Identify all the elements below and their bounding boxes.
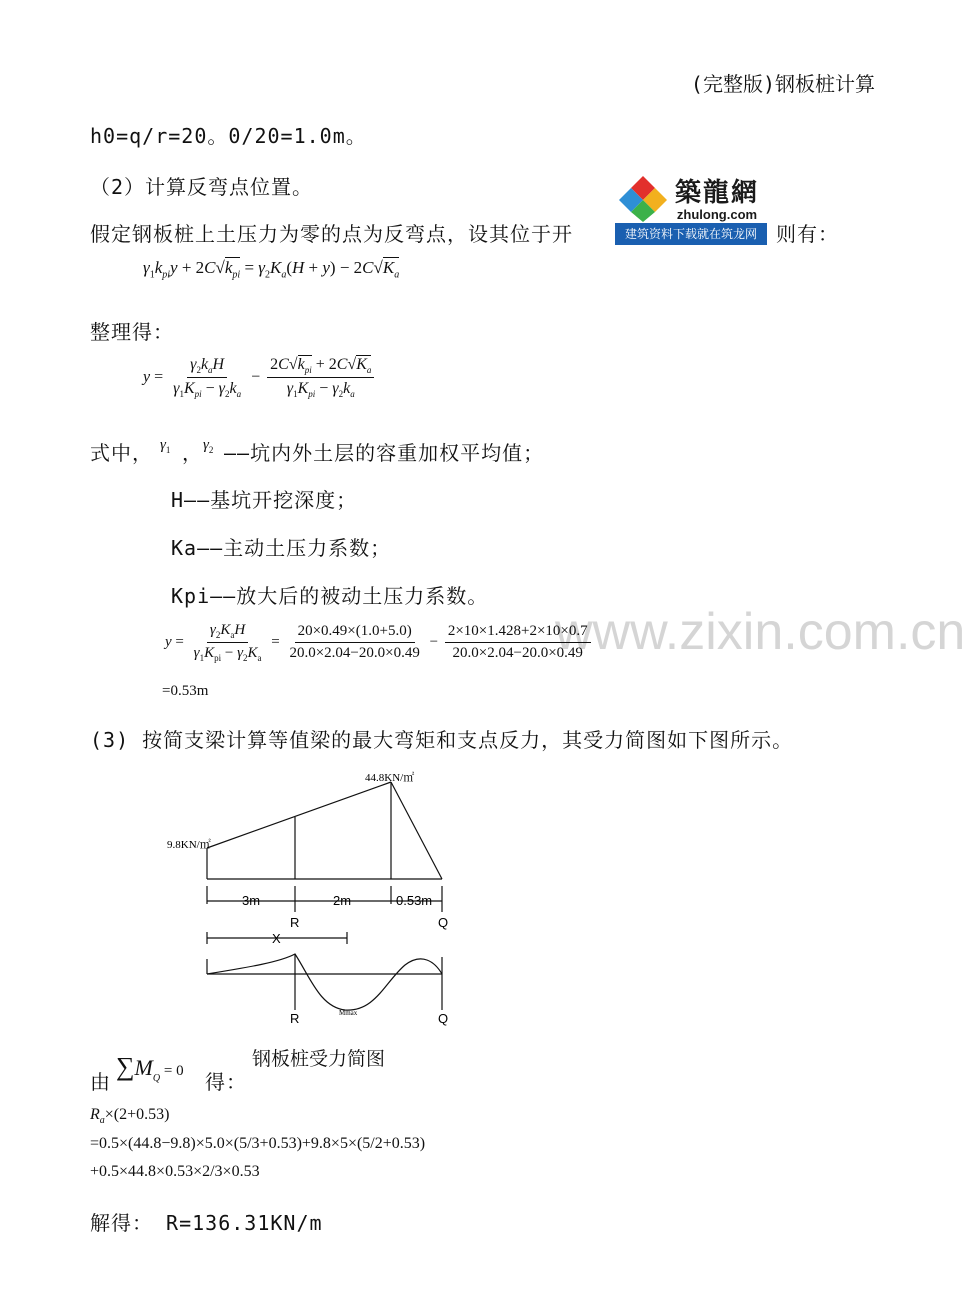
support-q-label-bottom: Q bbox=[438, 1011, 449, 1026]
equation-line-b: =0.5×(44.8−9.8)×5.0×(5/3+0.53)+9.8×5×(5/2+0.53) bbox=[90, 1135, 426, 1152]
diagram-caption: 钢板桩受力简图 bbox=[252, 1048, 386, 1070]
f3-denominator-1: 20.0×2.04−20.0×0.49 bbox=[289, 645, 420, 661]
by-label: 由 bbox=[90, 1070, 111, 1094]
gamma1-symbol: $\gamma_1$ bbox=[160, 437, 171, 455]
solution-line: 解得： R=136.31KN/m bbox=[90, 1211, 323, 1235]
ka-description: Ka——主动土压力系数； bbox=[171, 536, 392, 560]
step3-heading: (3) 按简支梁计算等值梁的最大弯矩和支点反力，其受力简图如下图所示。 bbox=[90, 728, 794, 752]
logo-chinese-name: 築龍網 bbox=[675, 178, 760, 208]
f3-denominator-2: 20.0×2.04−20.0×0.49 bbox=[452, 645, 583, 661]
h0-line: h0=q/r=20。0/20=1.0m。 bbox=[90, 124, 367, 148]
assume-text-end: 则有： bbox=[776, 222, 839, 246]
dim-2m-label: 2m bbox=[333, 893, 352, 908]
equation-line-c: +0.5×44.8×0.53×2/3×0.53 bbox=[90, 1163, 260, 1180]
assume-text: 假定钢板桩上土压力为零的点为反弯点，设其位于开 bbox=[90, 222, 573, 246]
f3-numerator-1: 20×0.49×(1.0+5.0) bbox=[295, 623, 415, 643]
logo-slogan: 建筑资料下载就在筑龙网 bbox=[615, 223, 767, 245]
f3-result: =0.53m bbox=[162, 683, 209, 699]
where-separator: ， bbox=[182, 441, 203, 465]
logo-domain: zhulong.com bbox=[676, 207, 758, 222]
load-slope-line bbox=[207, 782, 391, 848]
sheet-pile-force-diagram bbox=[160, 762, 500, 1032]
watermark-text: www.zixin.com.cn bbox=[555, 603, 965, 661]
load-peak-label: 44.8KN/㎡ bbox=[365, 772, 415, 784]
gamma-description: ——坑内外土层的容重加权平均值； bbox=[224, 441, 545, 465]
equation-line-a: $R_a\times(2+0.53)$ bbox=[90, 1106, 170, 1127]
logo-emblem-icon bbox=[615, 172, 671, 222]
sum-moment-formula: $\sum M_Q = 0$ bbox=[116, 1052, 184, 1085]
where-prefix: 式中， bbox=[90, 441, 153, 465]
equation-a-text: ×(2+0.53) bbox=[104, 1106, 170, 1123]
formula-y-general: y = $\frac{\gamma_2k_aH}{\gamma_1K_{pi} - \gamma_2k_a}$ − $\frac{2C√k_{pi} + 2C√K_a}{\gamma_1K_{pi} - \gamma_2k_a}$ bbox=[143, 356, 377, 399]
formula-y-numeric: y = $\frac{\gamma_2K_aH}{\gamma_1K_{pi} - \gamma_2K_a}$ = $\frac{20\times 0.49\times(1.0+5.0)}{20.0\times 2.04-20.0\times 0.49}$ − $\frac{2\times 10\times 1.428+2\times 10\times 0.7}{20.0\times 2.04-20.0\times 0.49}$ bbox=[165, 622, 594, 663]
get-label: 得： bbox=[205, 1070, 247, 1094]
support-r-label-bottom: R bbox=[290, 1011, 300, 1026]
dim-3m-label: 3m bbox=[242, 893, 261, 908]
support-q-label-top: Q bbox=[438, 915, 449, 930]
page-header-title: (完整版)钢板桩计算 bbox=[690, 72, 875, 96]
formula-equilibrium: $\gamma_1k_{pi}y + 2C√k_{pi} = \gamma_2K_a(H + y) - 2C√K_a$ bbox=[143, 258, 400, 281]
load-left-label: 9.8KN/㎡ bbox=[167, 839, 211, 851]
support-r-label-top: R bbox=[290, 915, 300, 930]
step2-heading: （2）计算反弯点位置。 bbox=[90, 175, 314, 199]
zhulong-logo bbox=[615, 171, 767, 249]
x-dimension-label: X bbox=[272, 931, 281, 946]
dim-053m-label: 0.53m bbox=[396, 893, 433, 908]
arrange-label: 整理得： bbox=[90, 320, 174, 344]
gamma2-symbol: $\gamma_2$ bbox=[203, 437, 214, 455]
moment-curve bbox=[207, 954, 442, 1010]
h-description: H——基坑开挖深度； bbox=[171, 488, 358, 512]
kpi-description: Kpi——放大后的被动土压力系数。 bbox=[171, 584, 489, 608]
f3-numerator-2: 2×10×1.428+2×10×0.7 bbox=[445, 623, 591, 643]
mmax-label: Mmax bbox=[339, 1009, 358, 1017]
